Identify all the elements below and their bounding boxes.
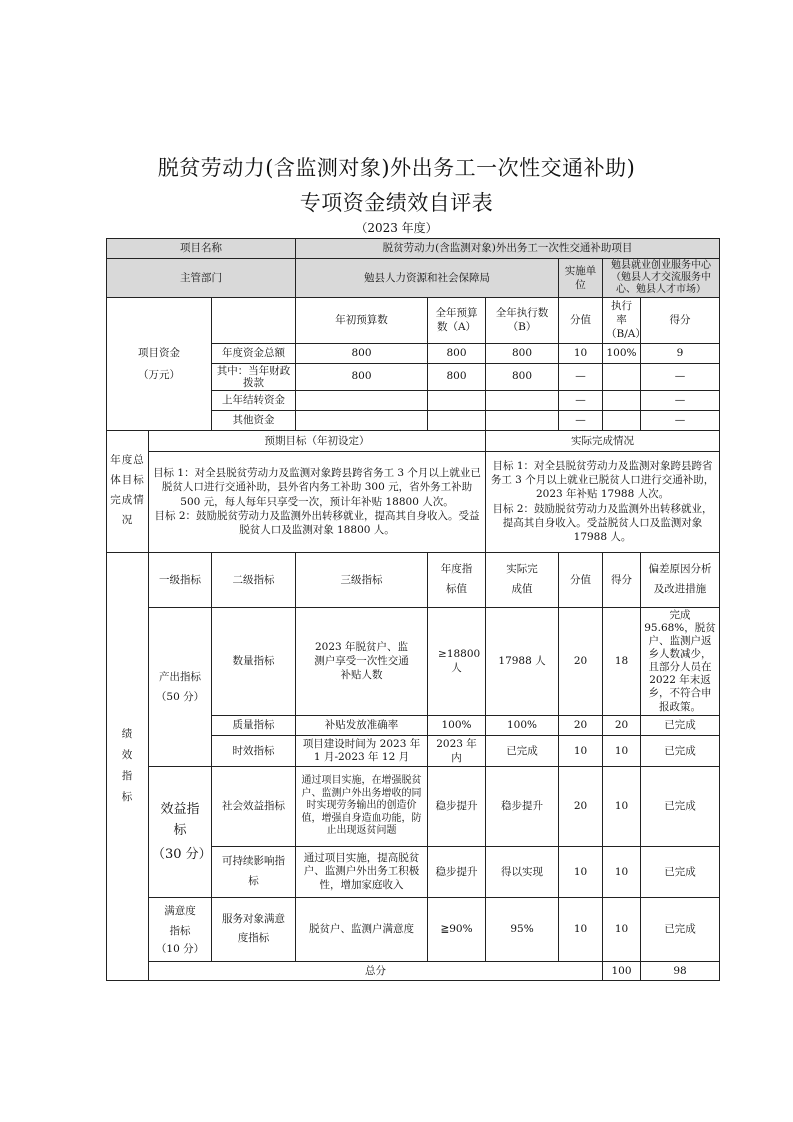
funds-row-name: 其中：当年财政拨款: [212, 363, 296, 390]
perf-target: ≥18800 人: [428, 607, 486, 715]
perf-note: 已完成: [641, 715, 720, 735]
perf-note: 已完成: [641, 846, 720, 897]
document-subtitle: 专项资金绩效自评表: [299, 191, 494, 215]
funds-row-executed: [486, 410, 559, 430]
perf-value: 20: [559, 715, 603, 735]
perf-l1-satisfaction-label: 满意度指标: [164, 905, 196, 938]
perf-row: [107, 607, 720, 715]
perf-l2: 时效指标: [212, 735, 296, 766]
document-title: 脱贫劳动力(含监测对象)外出务工一次性交通补助): [157, 156, 636, 180]
perf-l2: 可持续影响指标: [212, 846, 296, 897]
funds-row-executed: 800: [486, 363, 559, 390]
implementer-value: 勉县就业创业服务中心（勉县人才交流服务中心、勉县人才市场）: [603, 259, 720, 298]
goals-actual-header: 实际完成情况: [486, 430, 720, 451]
total-label: 总分: [149, 961, 603, 980]
evaluation-table: [106, 238, 720, 981]
perf-note: 完成 95.68%，脱贫户、监测户返乡人数减少，且部分人员在 2022 年末返乡，不符合申报政策。: [641, 607, 720, 715]
funds-row-name: 上年结转资金: [212, 390, 296, 410]
funds-row-annual: [428, 410, 486, 430]
implementer-label: 实施单位: [559, 259, 603, 298]
perf-l2: 质量指标: [212, 715, 296, 735]
perf-actual: 已完成: [486, 735, 559, 766]
perf-target: ≧90%: [428, 897, 486, 961]
perf-actual: 100%: [486, 715, 559, 735]
funds-blank-header: [212, 298, 296, 344]
funds-row-score: —: [641, 363, 720, 390]
project-name-value: 脱贫劳动力(含监测对象)外出务工一次性交通补助项目: [296, 239, 720, 259]
document-year: （2023 年度）: [355, 221, 438, 235]
perf-score: 18: [603, 607, 641, 715]
funds-row-score-value: —: [559, 390, 603, 410]
project-name-label: 项目名称: [107, 239, 296, 259]
perf-score: 10: [603, 766, 641, 846]
department-value: 勉县人力资源和社会保障局: [296, 259, 559, 298]
perf-row: [107, 897, 720, 961]
perf-l3: 项目建设时间为 2023 年 1 月-2023 年 12 月: [296, 735, 428, 766]
perf-score: 10: [603, 846, 641, 897]
perf-header-value: 分值: [559, 552, 603, 607]
perf-score: 20: [603, 715, 641, 735]
total-score: 98: [641, 961, 720, 980]
perf-actual: 得以实现: [486, 846, 559, 897]
funds-row-score: 9: [641, 343, 720, 363]
funds-row-initial: [296, 390, 428, 410]
funds-row-score-value: 10: [559, 343, 603, 363]
total-row: [107, 961, 720, 980]
perf-l2: 社会效益指标: [212, 766, 296, 846]
performance-label-text: 绩效指标: [121, 728, 134, 804]
perf-target: 100%: [428, 715, 486, 735]
total-value: 100: [603, 961, 641, 980]
funds-row-executed: [486, 390, 559, 410]
department-label: 主管部门: [107, 259, 296, 298]
perf-l1-output: [149, 607, 212, 766]
goals-planned-text: 目标 1：对全县脱贫劳动力及监测对象跨县跨省务工 3 个月以上就业已脱贫人口进行交通补助，县外省内务工补助 300 元，省外务工补助 500 元，每人每年只享受一次，预计年补贴 18800 人次。 目标 2：鼓励脱贫劳动力及监测外出转移就业，提高其自身收入。受益脱贫人口及监测对象 18800 人。: [149, 451, 486, 552]
funds-header-row: [107, 298, 720, 344]
perf-note: 已完成: [641, 897, 720, 961]
funds-row-name: 年度资金总额: [212, 343, 296, 363]
funds-header-annual: 全年预算数（A）: [428, 298, 486, 344]
perf-l2: 数量指标: [212, 607, 296, 715]
funds-row-rate: [603, 363, 641, 390]
perf-header-note: 偏差原因分析及改进措施: [641, 552, 720, 607]
perf-l1-satisfaction-score: （10 分）: [155, 943, 205, 956]
funds-header-executed: 全年执行数（B）: [486, 298, 559, 344]
funds-row-initial: 800: [296, 363, 428, 390]
funds-row-executed: 800: [486, 343, 559, 363]
funds-header-score: 得分: [641, 298, 720, 344]
department-row: [107, 259, 720, 298]
funds-row-score: —: [641, 410, 720, 430]
perf-l1-benefit-label: 效益指标: [160, 802, 200, 839]
perf-note: 已完成: [641, 735, 720, 766]
perf-header-target: 年度指标值: [428, 552, 486, 607]
perf-score: 10: [603, 897, 641, 961]
performance-header-row: [107, 552, 720, 607]
funds-header-score-value: 分值: [559, 298, 603, 344]
perf-l1-output-label: 产出指标: [159, 670, 201, 683]
perf-header-score: 得分: [603, 552, 641, 607]
perf-value: 10: [559, 897, 603, 961]
perf-l1-benefit-score: （30 分）: [152, 847, 212, 862]
perf-l3: 通过项目实施，在增强脱贫户、监测户外出务增收的同时实现劳务输出的创造价值，增强自身造血功能，防止出现返贫问题: [296, 766, 428, 846]
funds-row-rate: [603, 410, 641, 430]
perf-score: 10: [603, 735, 641, 766]
perf-header-l1: 一级指标: [149, 552, 212, 607]
goals-content-row: [107, 451, 720, 552]
perf-value: 20: [559, 607, 603, 715]
perf-header-actual: 实际完成值: [486, 552, 559, 607]
perf-target: 稳步提升: [428, 846, 486, 897]
funds-row-score-value: —: [559, 410, 603, 430]
funds-row-score: —: [641, 390, 720, 410]
perf-l3: 通过项目实施，提高脱贫户、监测户外出务工积极性，增加家庭收入: [296, 846, 428, 897]
perf-value: 10: [559, 846, 603, 897]
perf-l2: 服务对象满意度指标: [212, 897, 296, 961]
funds-unit: （万元）: [138, 368, 180, 381]
perf-value: 20: [559, 766, 603, 846]
funds-header-rate: 执行率（B/A）: [603, 298, 641, 344]
funds-row-score-value: —: [559, 363, 603, 390]
perf-l1-benefit: [149, 766, 212, 897]
goals-actual-text: 目标 1：对全县脱贫劳动力及监测对象跨县跨省务工 3 个月以上就业已脱贫人口进行交通补助，2023 年补贴 17988 人次。 目标 2：鼓励脱贫劳动力及监测外出转移就业，提高其自身收入。受益脱贫人口及监测对象 17988 人。: [486, 451, 720, 552]
funds-row-initial: [296, 410, 428, 430]
funds-row-annual: 800: [428, 343, 486, 363]
perf-actual: 17988 人: [486, 607, 559, 715]
perf-l3: 2023 年脱贫户、监测户享受一次性交通补贴人数: [296, 607, 428, 715]
goals-header-row: [107, 430, 720, 451]
goals-planned-header: 预期目标（年初设定）: [149, 430, 486, 451]
perf-actual: 稳步提升: [486, 766, 559, 846]
funds-label-cell: [107, 298, 212, 431]
perf-row: [107, 766, 720, 846]
funds-row-name: 其他资金: [212, 410, 296, 430]
performance-label: [107, 552, 149, 980]
funds-row-rate: [603, 390, 641, 410]
perf-l1-output-score: （50 分）: [155, 690, 205, 703]
perf-header-l2: 二级指标: [212, 552, 296, 607]
project-name-row: [107, 239, 720, 259]
perf-l3: 补贴发放准确率: [296, 715, 428, 735]
perf-note: 已完成: [641, 766, 720, 846]
perf-l3: 脱贫户、监测户满意度: [296, 897, 428, 961]
goals-label: 年度总体目标完成情况: [107, 430, 149, 552]
perf-target: 2023 年内: [428, 735, 486, 766]
funds-row-annual: [428, 390, 486, 410]
funds-row-initial: 800: [296, 343, 428, 363]
perf-target: 稳步提升: [428, 766, 486, 846]
funds-row-annual: 800: [428, 363, 486, 390]
perf-header-l3: 三级指标: [296, 552, 428, 607]
funds-header-initial: 年初预算数: [296, 298, 428, 344]
perf-actual: 95%: [486, 897, 559, 961]
funds-label: 项目资金: [138, 346, 180, 359]
funds-row-rate: 100%: [603, 343, 641, 363]
perf-l1-satisfaction: [149, 897, 212, 961]
perf-value: 10: [559, 735, 603, 766]
